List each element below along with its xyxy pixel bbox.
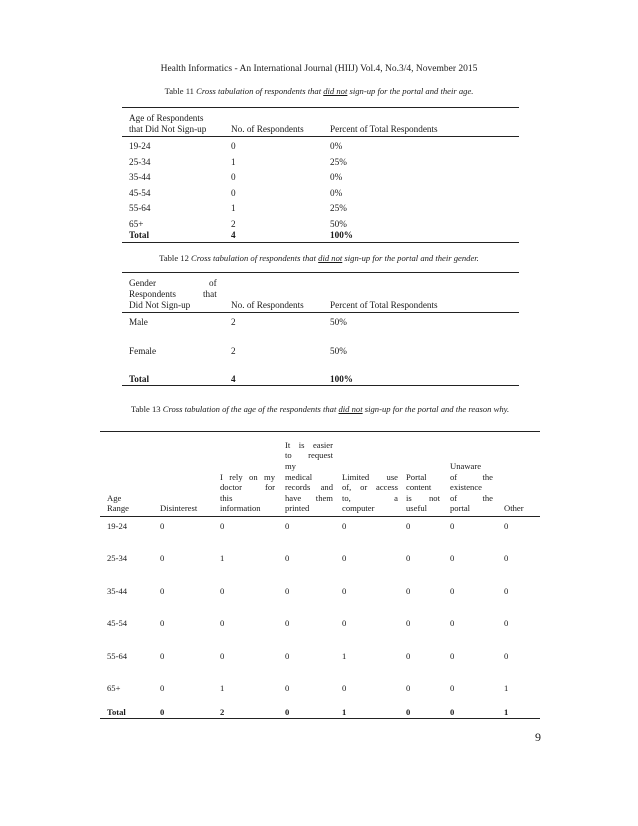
table13-header-easier: my — [285, 461, 296, 471]
table11-total-cell: 4 — [231, 230, 236, 240]
table11-cell: 0 — [231, 187, 236, 198]
table12-top-rule — [122, 272, 519, 273]
table13-cell: 0 — [285, 683, 290, 693]
table13-total-cell: 2 — [220, 707, 225, 717]
table12-cell: 2 — [231, 346, 236, 356]
table13-caption-underlined: did not — [338, 404, 363, 414]
table11-total-cell: Total — [129, 230, 150, 240]
table13-cell: 0 — [160, 553, 165, 564]
table11-top-rule — [122, 107, 519, 108]
table13-header-age: Range — [107, 503, 129, 514]
table13-cell: 1 — [220, 553, 225, 564]
table13-cell: 0 — [450, 553, 455, 564]
table11-cell: 0% — [330, 187, 343, 198]
table12-bottom-rule — [122, 385, 519, 386]
table11-cell: 1 — [231, 203, 236, 213]
page-number: 9 — [535, 730, 541, 744]
table13-cell: 0 — [220, 521, 225, 531]
table13-cell: 0 — [285, 585, 290, 596]
table13-total-cell: 0 — [160, 707, 165, 717]
table13-header-portal: content — [406, 482, 432, 493]
table11-cell: 0% — [330, 141, 343, 151]
table13-cell: 0 — [160, 683, 165, 693]
table12-total-cell: 100% — [330, 374, 353, 384]
table13-header-limited: of, or access — [342, 482, 398, 493]
table13-total-cell: 1 — [504, 707, 509, 717]
table13-header-limited: Limited use — [342, 471, 398, 482]
table13-total-cell: 1 — [342, 707, 347, 717]
table11-header-count: No. of Respondents — [231, 124, 304, 134]
table11-cell: 19-24 — [129, 141, 151, 151]
table13-total-cell: 0 — [406, 707, 411, 717]
table12-header-gender-l1a: Gender — [129, 278, 157, 288]
table11-header-percent: Percent of Total Respondents — [330, 124, 438, 134]
table13-cell: 0 — [220, 585, 225, 596]
table11-cell: 25-34 — [129, 156, 151, 167]
table13-header-limited: to, a — [342, 492, 398, 503]
table12-header-gender-l2a: Respondents — [129, 289, 176, 299]
table13-cell: 1 — [504, 683, 509, 693]
table13-cell: 0 — [406, 618, 411, 629]
table12-caption — [0, 253, 638, 263]
table13-cell: 0 — [160, 521, 165, 531]
table13-cell: 0 — [220, 650, 225, 661]
table13-caption-text-b: sign-up for the portal and the reason — [364, 404, 492, 414]
table13-header-easier: have them — [285, 492, 333, 503]
table13-cell: 0 — [342, 553, 347, 564]
table13-header-easier: records and — [285, 482, 333, 493]
table13-cell: 1 — [342, 650, 347, 661]
table12-caption-text-a: Cross tabulation of respondents that — [191, 253, 316, 263]
table13-cell: 35-44 — [107, 585, 128, 596]
table13-header-rely: information — [220, 503, 261, 514]
table13-cell: 0 — [450, 618, 455, 629]
table13-cell: 0 — [160, 618, 165, 629]
journal-header: Health Informatics - An International Journal (HIIJ) Vol.4, No.3/4, November 2015 — [160, 64, 478, 74]
table13-header-rely: this — [220, 492, 233, 503]
table13-cell: 0 — [504, 618, 509, 629]
table13-cell: 0 — [342, 618, 347, 629]
table13-cell: 0 — [342, 683, 347, 693]
table13-cell: 0 — [342, 521, 347, 531]
table13-cell: 0 — [504, 521, 509, 531]
table13-cell: 0 — [220, 618, 225, 629]
table13-total-cell: Total — [107, 707, 126, 717]
table13-cell: 0 — [160, 650, 165, 661]
table12-caption-prefix: Table 12 — [159, 253, 189, 263]
table11-header-rule — [122, 136, 519, 137]
table13-cell: 0 — [504, 585, 509, 596]
table12-cell: 50% — [330, 317, 347, 327]
table11-caption-text-a: Cross tabulation of respondents that — [196, 86, 322, 96]
table13-header-age: Age — [107, 492, 122, 503]
table13-header-easier: printed — [285, 503, 310, 514]
table13-cell: 19-24 — [107, 521, 128, 531]
table13-cell: 0 — [450, 521, 455, 531]
table13-cell: 0 — [160, 585, 165, 596]
table13-cell: 0 — [406, 585, 411, 596]
table13-header-portal: Portal — [406, 471, 427, 482]
table13-header-unaware: of the — [450, 492, 493, 503]
table13-header-rely: I rely on my — [220, 471, 275, 482]
table11-total-cell: 100% — [330, 230, 353, 240]
table13-cell: 0 — [406, 683, 411, 693]
table11-header-age-line2: that Did Not Sign-up — [129, 124, 207, 134]
table13-cell: 1 — [220, 683, 225, 693]
table11-bottom-rule — [122, 242, 519, 243]
table12-total-cell: 4 — [231, 374, 236, 384]
table13-caption-prefix: Table 13 — [130, 404, 161, 414]
table11-cell: 65+ — [129, 218, 144, 229]
table13-cell: 0 — [285, 553, 290, 564]
table13-total-cell: 0 — [450, 707, 455, 717]
table12-caption-text-b: sign-up for the portal and their gender. — [344, 253, 479, 263]
table13-cell: 0 — [406, 650, 411, 661]
table13-cell: 0 — [450, 683, 455, 693]
table13-header-unaware: existence — [450, 482, 482, 493]
table13-cell: 0 — [504, 553, 509, 564]
table13-header-rely: doctor for — [220, 482, 275, 493]
table11-cell: 0% — [330, 172, 343, 182]
table13-header-portal: useful — [406, 503, 428, 514]
table12-cell: Male — [129, 317, 148, 327]
table12-header-gender-l1b: of — [209, 278, 217, 288]
table13-cell: 0 — [406, 521, 411, 531]
table13-header-easier: medical — [285, 471, 313, 482]
table12-header-count: No. of Respondents — [231, 300, 304, 310]
table11-caption-text-b: sign-up for the portal and their age. — [349, 86, 474, 96]
table12-cell: 2 — [231, 317, 236, 327]
table13-cell: 0 — [285, 521, 290, 531]
table13-total-cell: 0 — [285, 707, 290, 717]
table13-header-limited: computer — [342, 503, 375, 514]
table13-caption-text-c: why. — [493, 404, 510, 414]
table13-cell: 65+ — [107, 683, 121, 693]
table13-cell: 45-54 — [107, 618, 128, 629]
table12-header-gender-l2b: that — [203, 289, 217, 299]
table12-header-rule — [122, 312, 519, 313]
table11-cell: 25% — [330, 203, 347, 213]
table12-total-cell: Total — [129, 374, 150, 384]
table11-caption — [0, 86, 638, 96]
table13-header-disinterest: Disinterest — [160, 503, 198, 514]
table13-cell: 0 — [285, 650, 290, 661]
table13-header-unaware: portal — [450, 503, 471, 514]
table13-cell: 0 — [285, 618, 290, 629]
table13-caption-text-a: Cross tabulation of the age of the respondents that — [162, 404, 337, 414]
table13-bottom-rule — [100, 718, 540, 719]
table13-cell: 25-34 — [107, 553, 128, 564]
table13-caption — [108, 403, 532, 415]
table13-top-rule — [100, 431, 540, 432]
table13-header-unaware: Unaware — [450, 461, 482, 471]
table11-cell: 2 — [231, 218, 236, 229]
table13-cell: 0 — [342, 585, 347, 596]
table13-cell: 55-64 — [107, 650, 128, 661]
table11-cell: 45-54 — [129, 187, 151, 198]
table13-header-easier: to request — [285, 450, 333, 461]
table13-header-rule — [100, 516, 540, 517]
table12-cell: Female — [129, 346, 157, 356]
table13-cell: 0 — [406, 553, 411, 564]
table13-cell: 0 — [450, 585, 455, 596]
table11-cell: 50% — [330, 218, 347, 229]
table11-cell: 25% — [330, 156, 347, 167]
table11-cell: 1 — [231, 156, 236, 167]
table13-header-unaware: of the — [450, 471, 493, 482]
table11-caption-prefix: Table 11 — [164, 86, 194, 96]
table12-header-gender-l3: Did Not Sign-up — [129, 300, 191, 310]
table12-caption-underlined: did not — [318, 253, 343, 263]
table11-caption-underlined: did not — [323, 86, 348, 96]
table12-header-percent: Percent of Total Respondents — [330, 300, 438, 310]
table13-header-easier: It is easier — [285, 439, 333, 450]
table11-cell: 35-44 — [129, 172, 151, 182]
table13-cell: 0 — [504, 650, 509, 661]
table11-cell: 0 — [231, 172, 236, 182]
table11-cell: 0 — [231, 141, 236, 151]
table11-cell: 55-64 — [129, 203, 151, 213]
table11-header-age-line1: Age of Respondents — [129, 113, 204, 123]
table13-header-portal: is not — [406, 492, 440, 503]
table13-cell: 0 — [450, 650, 455, 661]
table12-cell: 50% — [330, 346, 347, 356]
table13-header-other: Other — [504, 503, 524, 514]
